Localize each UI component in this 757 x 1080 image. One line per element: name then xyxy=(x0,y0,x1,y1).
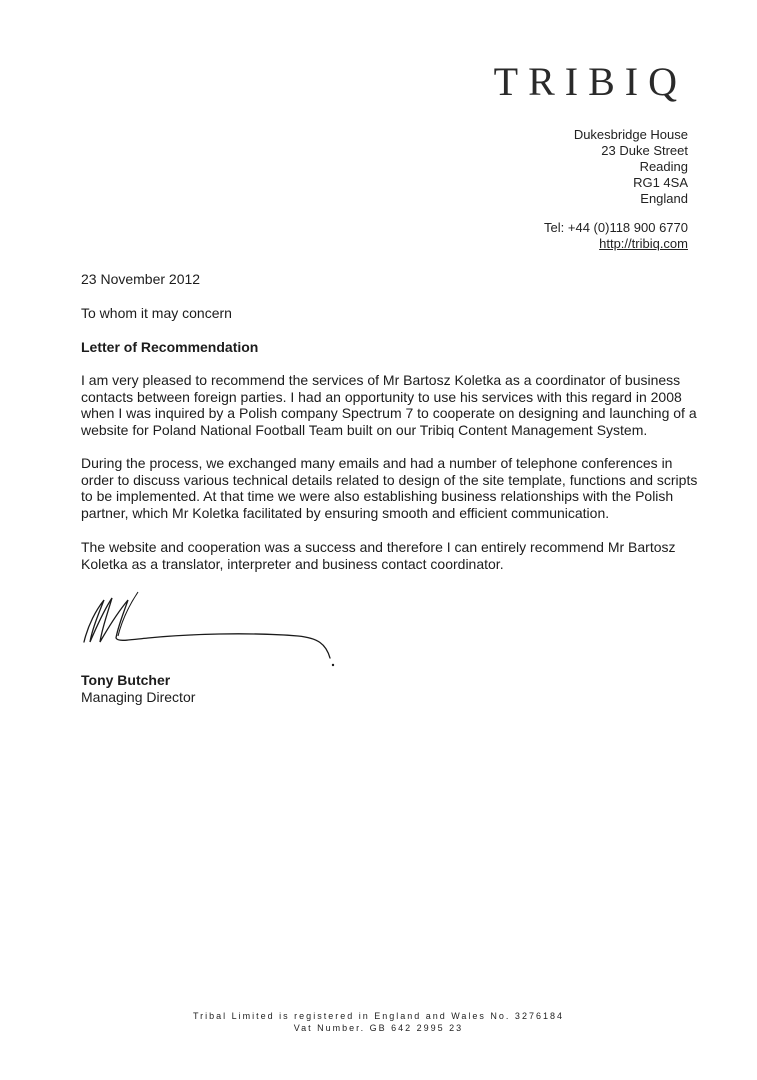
logo-text: TRIBIQ xyxy=(493,59,687,104)
telephone: Tel: +44 (0)118 900 6770 xyxy=(544,220,688,235)
address-line: Dukesbridge House xyxy=(573,127,688,142)
registration-line: Tribal Limited is registered in England and Wales No. 3276184 xyxy=(193,1011,564,1021)
paragraph: I am very pleased to recommend the services of Mr Bartosz Koletka as a coordinator of business contacts between foreign parties. I had an opportunity to use his services with this regard in 2008 when I was inquired by a Polish company Spectrum 7 to cooperate on designing and launching of a website for Poland National Football Team built on our Tribiq Content Management System. xyxy=(81,372,697,438)
contact-block xyxy=(544,220,688,252)
vat-line: Vat Number. GB 642 2995 23 xyxy=(293,1023,464,1033)
handwritten-signature xyxy=(78,580,348,670)
signer-title: Managing Director xyxy=(81,689,196,705)
paragraph: During the process, we exchanged many emails and had a number of telephone conferences in order to discuss various technical details related to design of the site template, functions and scripts to be implemented. At that time we were also establishing business relationships with the Polish partner, which Mr Koletka facilitated by ensuring smooth and efficient communication. xyxy=(81,455,698,521)
sender-address xyxy=(574,127,688,207)
company-logo xyxy=(493,59,687,104)
paragraph: The website and cooperation was a success and therefore I can entirely recommend Mr Bartosz Koletka as a translator, interpreter and business contact coordinator. xyxy=(81,539,676,572)
address-line: Reading xyxy=(639,159,688,174)
address-line: RG1 4SA xyxy=(633,175,688,190)
greeting: To whom it may concern xyxy=(81,305,232,321)
address-line: 23 Duke Street xyxy=(601,143,688,158)
website-link[interactable]: http://tribiq.com xyxy=(599,236,688,251)
letter-date: 23 November 2012 xyxy=(81,271,201,287)
address-line: England xyxy=(640,191,688,206)
letter-subject: Letter of Recommendation xyxy=(81,339,259,355)
legal-footer xyxy=(0,1010,757,1034)
signer-name: Tony Butcher xyxy=(81,672,171,688)
